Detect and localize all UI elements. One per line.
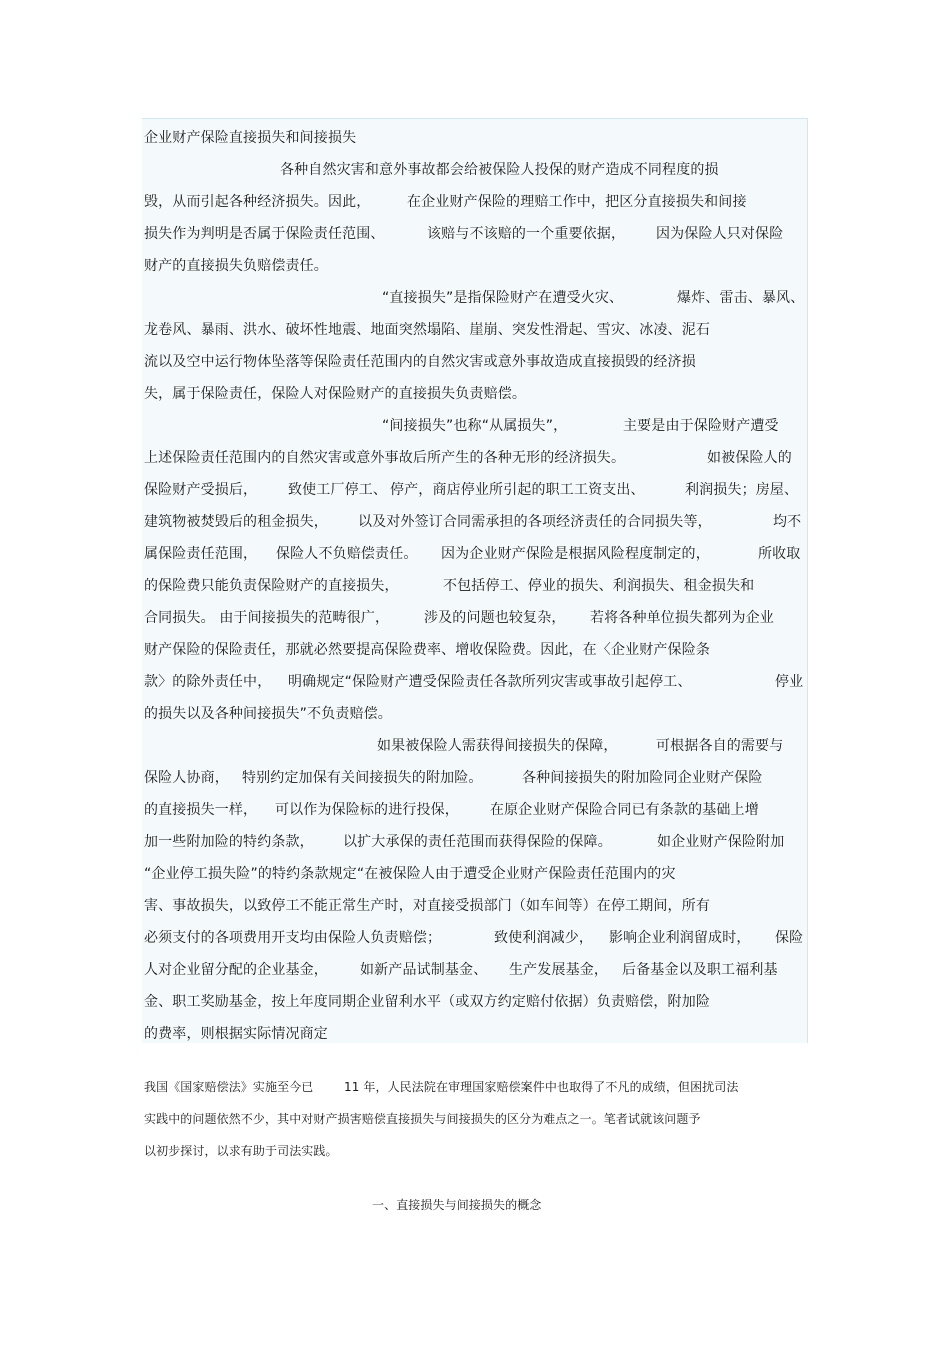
- text-line: 若将各种单位损失都列为企业: [590, 610, 774, 626]
- text-line: 利润损失；房屋、: [685, 482, 799, 498]
- text-line: 如被保险人的: [707, 450, 792, 466]
- text-line: 在企业财产保险的理赔工作中，把区分直接损失和间接: [407, 194, 747, 210]
- text-line: 所收取: [758, 546, 801, 562]
- text-line: 如企业财产保险附加: [657, 834, 785, 850]
- text-line: 致使工厂停工、: [288, 482, 388, 498]
- text-line: 龙卷风、暴雨、洪水、破坏性地震、地面突然塌陷、崖崩、突发性滑起、雪灾、冰凌、泥石: [144, 322, 710, 338]
- text-line: 停产，商店停业所引起的职工工资支出、: [390, 482, 645, 498]
- text-line: 的费率，则根据实际情况商定: [144, 1026, 328, 1042]
- text-line: 合同损失。 由于间接损失的范畴很广，: [144, 610, 390, 626]
- text-line: 财产保险的保险责任，那就必然要提高保险费率、增收保险费。因此，在〈企业财产保险条: [144, 642, 710, 658]
- text-line: 害、事故损失，以致停工不能正常生产时，对直接受损部门（如车间等）在停工期间，所有: [144, 898, 710, 914]
- text-line: 停业: [775, 674, 804, 690]
- text-line: 致使利润减少，: [494, 930, 594, 946]
- text-line: 各种自然灾害和意外事故都会给被保险人投保的财产造成不同程度的损: [280, 162, 719, 178]
- text-line: 该赔与不该赔的一个重要依据，: [427, 226, 626, 242]
- text-line: 涉及的问题也较复杂，: [424, 610, 566, 626]
- text-line: 流以及空中运行物体坠落等保险责任范围内的自然灾害或意外事故造成直接损毁的经济损: [144, 354, 696, 370]
- text-line: 建筑物被焚毁后的租金损失，: [144, 514, 328, 530]
- text-line: “间接损失”也称“从属损失”，: [382, 418, 568, 434]
- text-line: 11 年，人民法院在审理国家赔偿案件中也取得了不凡的成绩，但困扰司法: [344, 1080, 739, 1094]
- text-line: 金、职工奖励基金，按上年度同期企业留利水平（或双方约定赔付依据）负责赔偿，附加险: [144, 994, 710, 1010]
- text-line: 在原企业财产保险合同已有条款的基础上增: [490, 802, 759, 818]
- text-line: 可以作为保险标的进行投保，: [275, 802, 459, 818]
- text-line: 如果被保险人需获得间接损失的保障，: [377, 738, 618, 754]
- text-line: 爆炸、雷击、暴风、: [677, 290, 805, 306]
- section-heading: 一、直接损失与间接损失的概念: [372, 1198, 542, 1212]
- text-line: 保险人不负赔偿责任。: [276, 546, 418, 562]
- text-line: 的保险费只能负责保险财产的直接损失，: [144, 578, 399, 594]
- text-line: 人对企业留分配的企业基金，: [144, 962, 328, 978]
- text-line: 上述保险责任范围内的自然灾害或意外事故后所产生的各种无形的经济损失。: [144, 450, 626, 466]
- text-line: 主要是由于保险财产遭受: [623, 418, 779, 434]
- text-line: “直接损失”是指保险财产在遭受火灾、: [382, 290, 624, 306]
- text-line: 可根据各自的需要与: [656, 738, 784, 754]
- text-line: 的损失以及各种间接损失”不负责赔偿。: [144, 706, 392, 722]
- text-line: 后备基金以及职工福利基: [622, 962, 778, 978]
- text-line: 以初步探讨，以求有助于司法实践。: [144, 1144, 338, 1158]
- text-line: 不包括停工、停业的损失、利润损失、租金损失和: [443, 578, 755, 594]
- text-line: 加一些附加险的特约条款，: [144, 834, 314, 850]
- text-line: 以及对外签订合同需承担的各项经济责任的合同损失等，: [358, 514, 712, 530]
- text-line: 财产的直接损失负赔偿责任。: [144, 258, 328, 274]
- text-line: 保险: [775, 930, 804, 946]
- text-line: 因为保险人只对保险: [656, 226, 784, 242]
- text-line: 影响企业利润留成时，: [609, 930, 751, 946]
- text-line: 如新产品试制基金、: [360, 962, 488, 978]
- text-line: 明确规定“保险财产遭受保险责任各款所列灾害或事故引起停工、: [288, 674, 692, 690]
- text-line: 保险财产受损后，: [144, 482, 258, 498]
- text-line: 生产发展基金，: [509, 962, 609, 978]
- text-line: 因为企业财产保险是根据风险程度制定的，: [441, 546, 710, 562]
- text-line: 以扩大承保的责任范围而获得保险的保障。: [343, 834, 612, 850]
- text-line: 均不: [773, 514, 802, 530]
- document-title: 企业财产保险直接损失和间接损失: [144, 130, 357, 146]
- text-line: 毁，从而引起各种经济损失。因此，: [144, 194, 371, 210]
- text-line: 失，属于保险责任，保险人对保险财产的直接损失负责赔偿。: [144, 386, 527, 402]
- text-line: 损失作为判明是否属于保险责任范围、: [144, 226, 385, 242]
- text-line: 款〉的除外责任中，: [144, 674, 272, 690]
- text-line: 属保险责任范围，: [144, 546, 258, 562]
- text-line: 必须支付的各项费用开支均由保险人负责赔偿；: [144, 930, 442, 946]
- text-line: 特别约定加保有关间接损失的附加险。: [242, 770, 483, 786]
- text-line: “企业停工损失险”的特约条款规定“在被保险人由于遭受企业财产保险责任范围内的灾: [144, 866, 676, 882]
- text-line: 保险人协商，: [144, 770, 229, 786]
- text-line: 实践中的问题依然不少，其中对财产损害赔偿直接损失与间接损失的区分为难点之一。笔者试就该问题予: [144, 1112, 701, 1126]
- text-line: 各种间接损失的附加险同企业财产保险: [522, 770, 763, 786]
- text-line: 我国《国家赔偿法》实施至今已: [144, 1080, 314, 1094]
- text-line: 的直接损失一样，: [144, 802, 258, 818]
